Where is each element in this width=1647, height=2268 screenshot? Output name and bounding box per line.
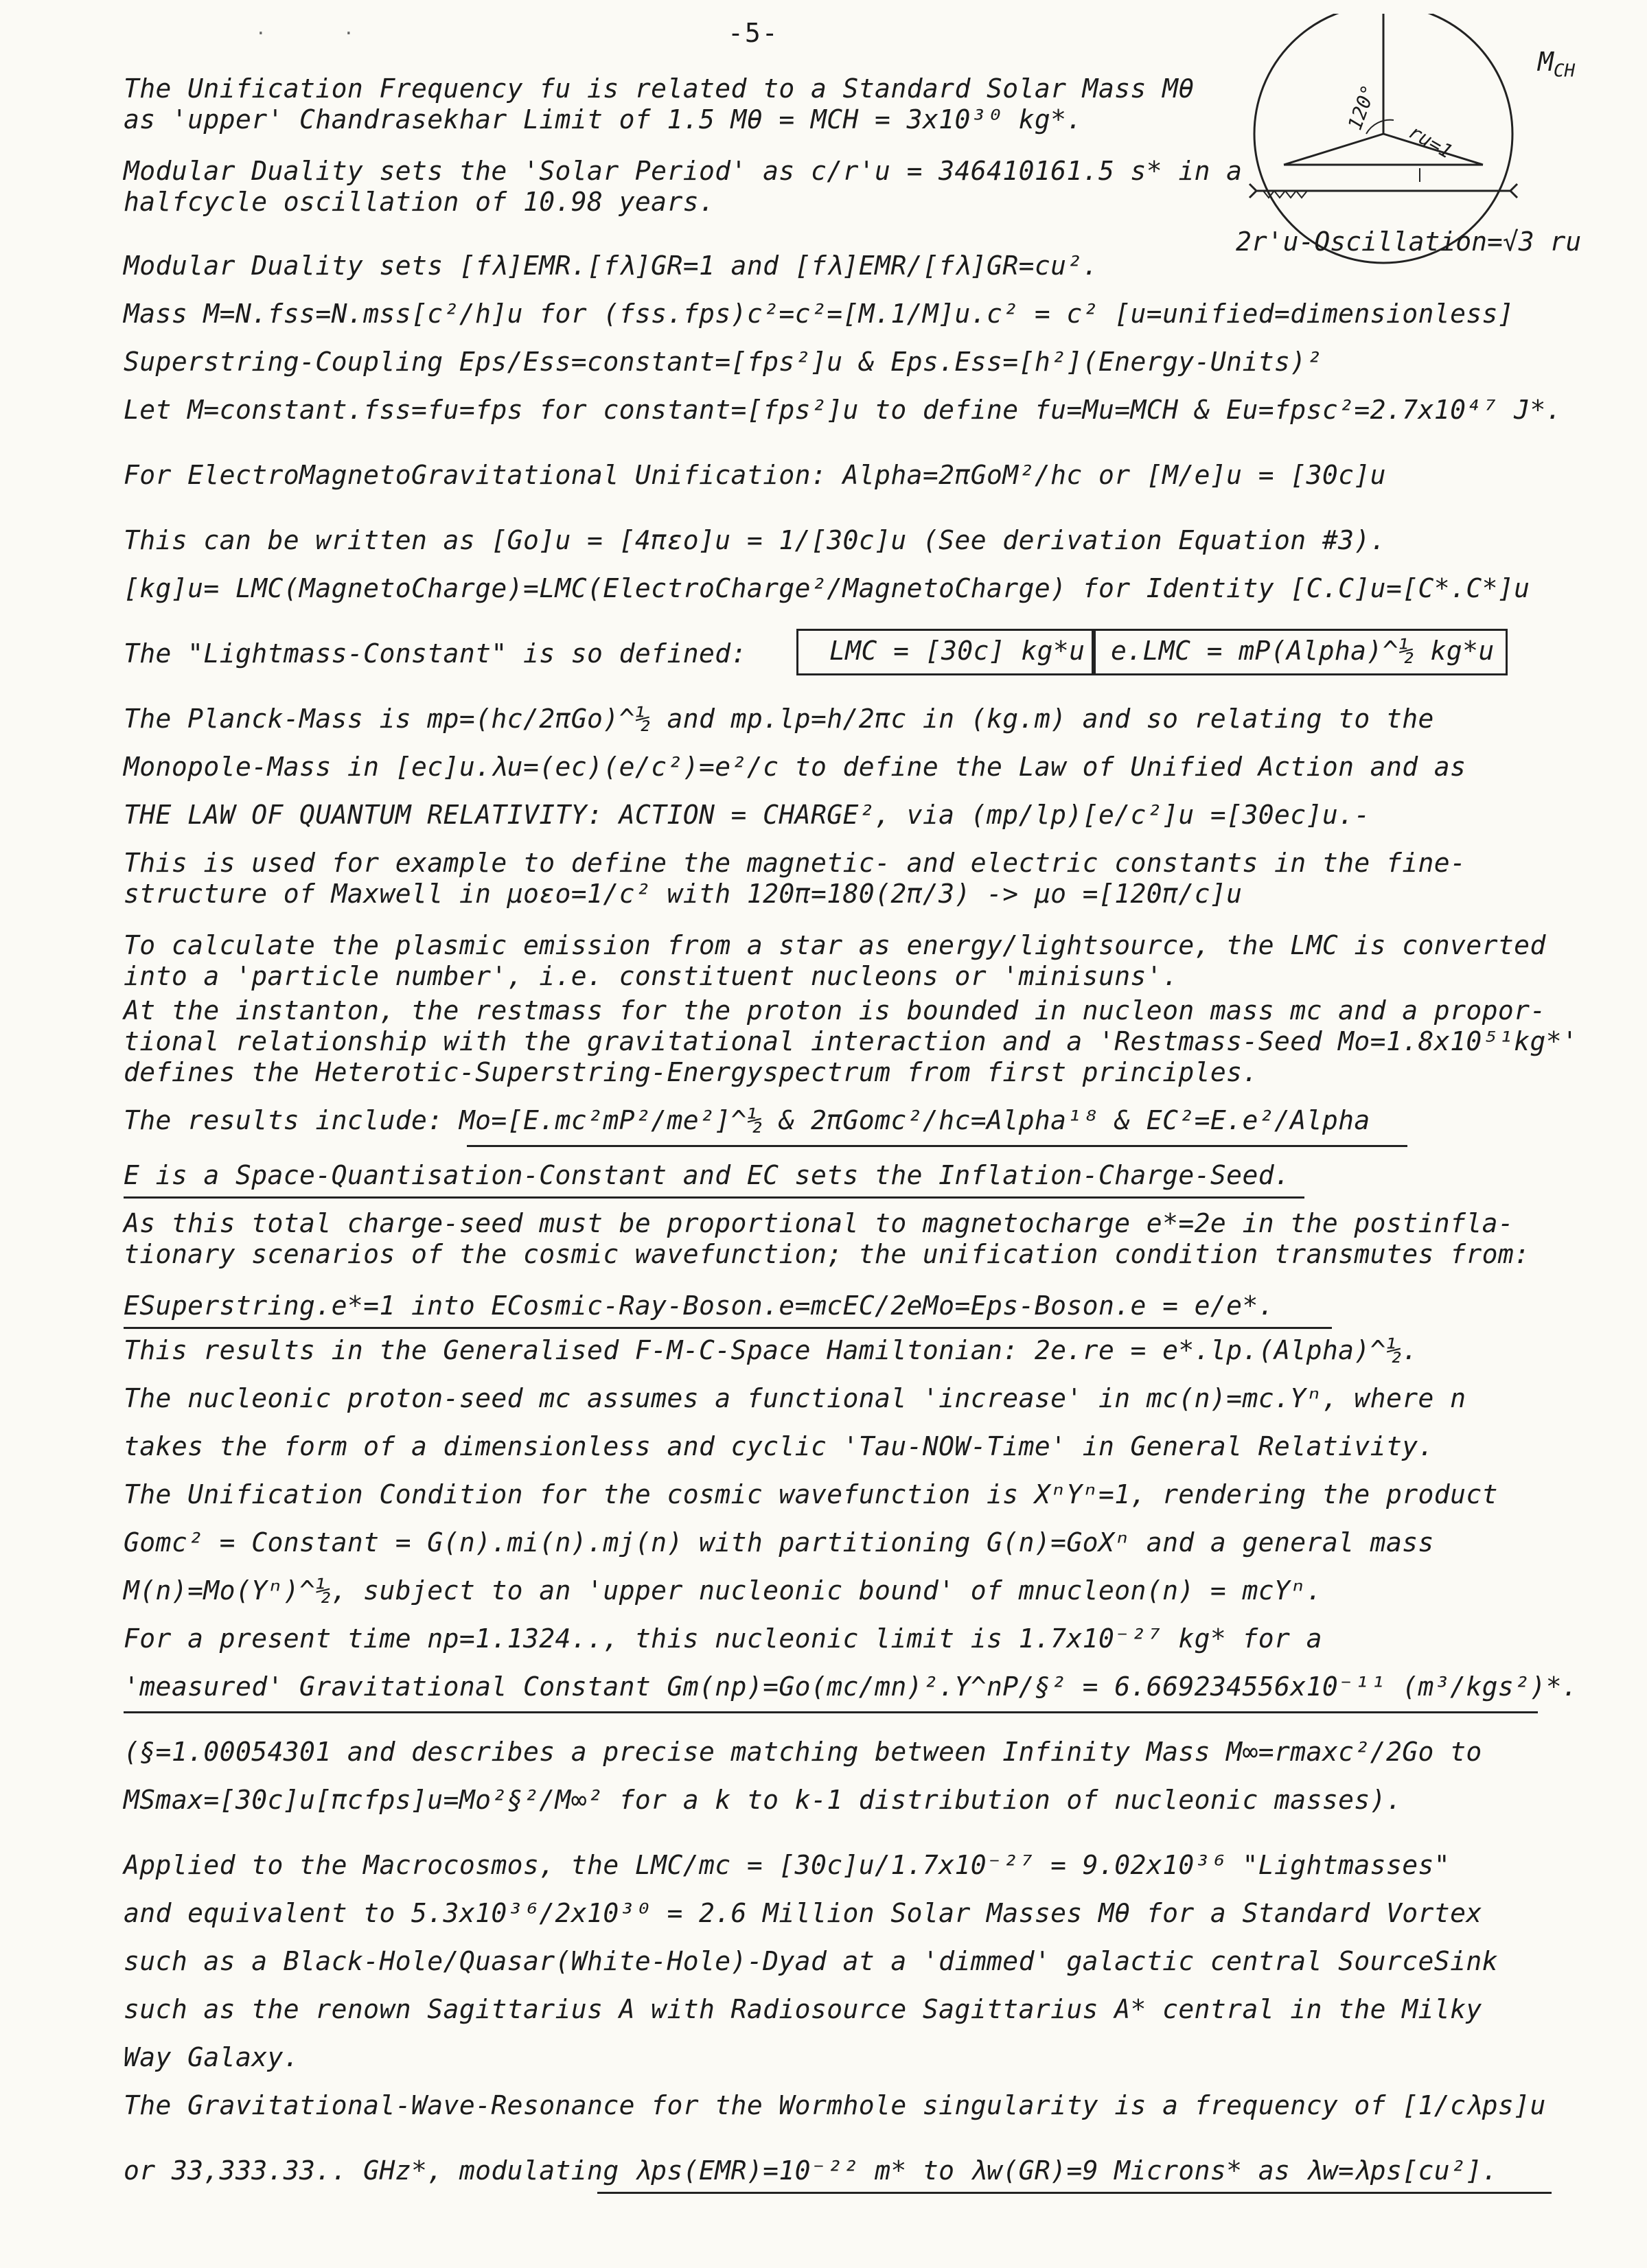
text-line: The Unification Frequency fu is related to a Standard Solar Mass Mθ xyxy=(124,73,1195,104)
text-line: takes the form of a dimensionless and cyclic 'Tau-NOW-Time' in General Relativity. xyxy=(124,1431,1434,1461)
left-arrow-icon xyxy=(1249,184,1256,198)
left-radius-line xyxy=(1284,134,1383,165)
text-line: Modular Duality sets [fλ]EMR.[fλ]GR=1 and [fλ]EMR/[fλ]GR=cu². xyxy=(124,251,1098,281)
text-line: For a present time np=1.1324.., this nucleonic limit is 1.7x10⁻²⁷ kg* for a xyxy=(124,1623,1322,1654)
text-line: This can be written as [Go]u = [4πεo]u = 1/[30c]u (See derivation Equation #3). xyxy=(124,525,1386,555)
chandrasekhar-circle-figure xyxy=(1236,14,1620,275)
angle-label: 120° xyxy=(1343,82,1381,133)
right-arrow-icon xyxy=(1510,184,1517,198)
text-line: This is used for example to define the magnetic- and electric constants in the fine- xyxy=(124,848,1466,878)
underline xyxy=(597,2192,1552,2194)
text-line: structure of Maxwell in μoεo=1/c² with 120π=180(2π/3) -> μo =[120π/c]u xyxy=(124,879,1243,909)
lmc-charge-box-text: e.LMC = mP(Alpha)^½ kg*u xyxy=(1111,636,1495,666)
text-line: The Gravitational-Wave-Resonance for the Wormhole singularity is a frequency of [1/cλps]u xyxy=(124,2090,1546,2120)
text-line: or 33,333.33.. GHz*, modulating λps(EMR)=10⁻²² m* to λw(GR)=9 Microns* as λw=λps[cu²]. xyxy=(124,2155,1498,2186)
text-line: The Unification Condition for the cosmic wavefunction is XⁿYⁿ=1, rendering the product xyxy=(124,1479,1498,1509)
text-line: The Planck-Mass is mp=(hc/2πGo)^½ and mp.lp=h/2πc in (kg.m) and so relating to the xyxy=(124,704,1434,734)
lmc-box-text: LMC = [30c] kg*u xyxy=(829,636,1085,666)
text-line: At the instanton, the restmass for the proton is bounded in nucleon mass mc and a propor- xyxy=(124,995,1546,1026)
text-line: To calculate the plasmic emission from a star as energy/lightsource, the LMC is converted xyxy=(124,930,1546,960)
text-line: This results in the Generalised F-M-C-Space Hamiltonian: 2e.re = e*.lp.(Alpha)^½. xyxy=(124,1335,1418,1365)
lmc-definition-box xyxy=(796,629,1096,675)
text-line: Monopole-Mass in [ec]u.λu=(ec)(e/c²)=e²/c to define the Law of Unified Action and as xyxy=(124,752,1466,782)
text-line: M(n)=Mo(Yⁿ)^½, subject to an 'upper nucleonic bound' of mnucleon(n) = mcYⁿ. xyxy=(124,1575,1322,1606)
text-line: The nucleonic proton-seed mc assumes a functional 'increase' in mc(n)=mc.Yⁿ, where n xyxy=(124,1383,1466,1413)
text-line: into a 'particle number', i.e. constituent nucleons or 'minisuns'. xyxy=(124,961,1179,991)
text-line: For ElectroMagnetoGravitational Unification: Alpha=2πGoM²/hc or [M/e]u = [30c]u xyxy=(124,460,1386,490)
text-line: As this total charge-seed must be proportional to magnetocharge e*=2e in the postinfla- xyxy=(124,1208,1514,1238)
figure-caption: 2r'u-Oscillation=√3 ru xyxy=(1236,227,1582,257)
text-line: The results include: Mo=[E.mc²mP²/me²]^½ & 2πGomc²/hc=Alpha¹⁸ & EC²=E.e²/Alpha xyxy=(124,1105,1370,1135)
text-line: Gomc² = Constant = G(n).mi(n).mj(n) with partitioning G(n)=GoXⁿ and a general mass xyxy=(124,1527,1434,1558)
figure-top-label: $M_{CH}$ xyxy=(1538,47,1576,82)
underline xyxy=(124,1327,1332,1329)
underline xyxy=(124,1196,1304,1199)
text-line: tionary scenarios of the cosmic wavefunction; the unification condition transmutes from: xyxy=(124,1239,1530,1269)
text-line: Mass M=N.fss=N.mss[c²/h]u for (fss.fps)c²=c²=[M.1/M]u.c² = c² [u=unified=dimensionless] xyxy=(124,299,1514,329)
text-line: Superstring-Coupling Eps/Ess=constant=[fps²]u & Eps.Ess=[h²](Energy-Units)² xyxy=(124,347,1322,377)
text-line: MSmax=[30c]u[πcfps]u=Mo²§²/M∞² for a k to k-1 distribution of nucleonic masses). xyxy=(124,1785,1403,1815)
stray-mark: · xyxy=(255,23,266,44)
text-line: Let M=constant.fss=fu=fps for constant=[fps²]u to define fu=Mu=MCH & Eu=fpsc²=2.7x10⁴⁷ J*. xyxy=(124,395,1563,425)
text-line: halfcycle oscillation of 10.98 years. xyxy=(124,187,715,217)
lmc-charge-box xyxy=(1092,629,1508,675)
text-line: Modular Duality sets the 'Solar Period' as c/r'u = 346410161.5 s* in a xyxy=(124,156,1243,186)
stray-mark: · xyxy=(343,23,354,44)
text-line: THE LAW OF QUANTUM RELATIVITY: ACTION = CHARGE², via (mp/lp)[e/c²]u =[30ec]u.- xyxy=(124,800,1370,830)
text-line: [kg]u= LMC(MagnetoCharge)=LMC(ElectroCharge²/MagnetoCharge) for Identity [C.C]u=[C*.C*]u xyxy=(124,573,1530,603)
text-line: and equivalent to 5.3x10³⁶/2x10³⁰ = 2.6 Million Solar Masses Mθ for a Standard Vortex xyxy=(124,1898,1482,1928)
text-line: defines the Heterotic-Superstring-Energyspectrum from first principles. xyxy=(124,1057,1258,1087)
text-line: ESuperstring.e*=1 into ECosmic-Ray-Boson.e=mcEC/2eMo=Eps-Boson.e = e/e*. xyxy=(124,1291,1275,1321)
text-line: Applied to the Macrocosmos, the LMC/mc = [30c]u/1.7x10⁻²⁷ = 9.02x10³⁶ "Lightmasses" xyxy=(124,1850,1451,1880)
underline xyxy=(124,1711,1538,1713)
text-line: 'measured' Gravitational Constant Gm(np)=Go(mc/mn)².Y^nP/§² = 6.669234556x10⁻¹¹ (m³/kgs²)*. xyxy=(124,1671,1578,1702)
text-line: (§=1.00054301 and describes a precise matching between Infinity Mass M∞=rmaxc²/2Go to xyxy=(124,1737,1482,1767)
text-line: Way Galaxy. xyxy=(124,2042,300,2072)
text-line: such as a Black-Hole/Quasar(White-Hole)-Dyad at a 'dimmed' galactic central SourceSink xyxy=(124,1946,1498,1976)
page-number: -5- xyxy=(728,18,779,48)
radius-label: ru=1 xyxy=(1405,120,1457,163)
underline xyxy=(467,1145,1407,1147)
text-line: as 'upper' Chandrasekhar Limit of 1.5 Mθ = MCH = 3x10³⁰ kg*. xyxy=(124,104,1083,135)
text-line: such as the renown Sagittarius A with Radiosource Sagittarius A* central in the Milky xyxy=(124,1994,1482,2024)
angle-arc xyxy=(1366,120,1394,134)
text-line: E is a Space-Quantisation-Constant and EC sets the Inflation-Charge-Seed. xyxy=(124,1160,1291,1190)
text-line: The "Lightmass-Constant" is so defined: xyxy=(124,638,747,669)
text-line: tional relationship with the gravitational interaction and a 'Restmass-Seed Mo=1.8x10⁵¹kg*' xyxy=(124,1026,1578,1056)
